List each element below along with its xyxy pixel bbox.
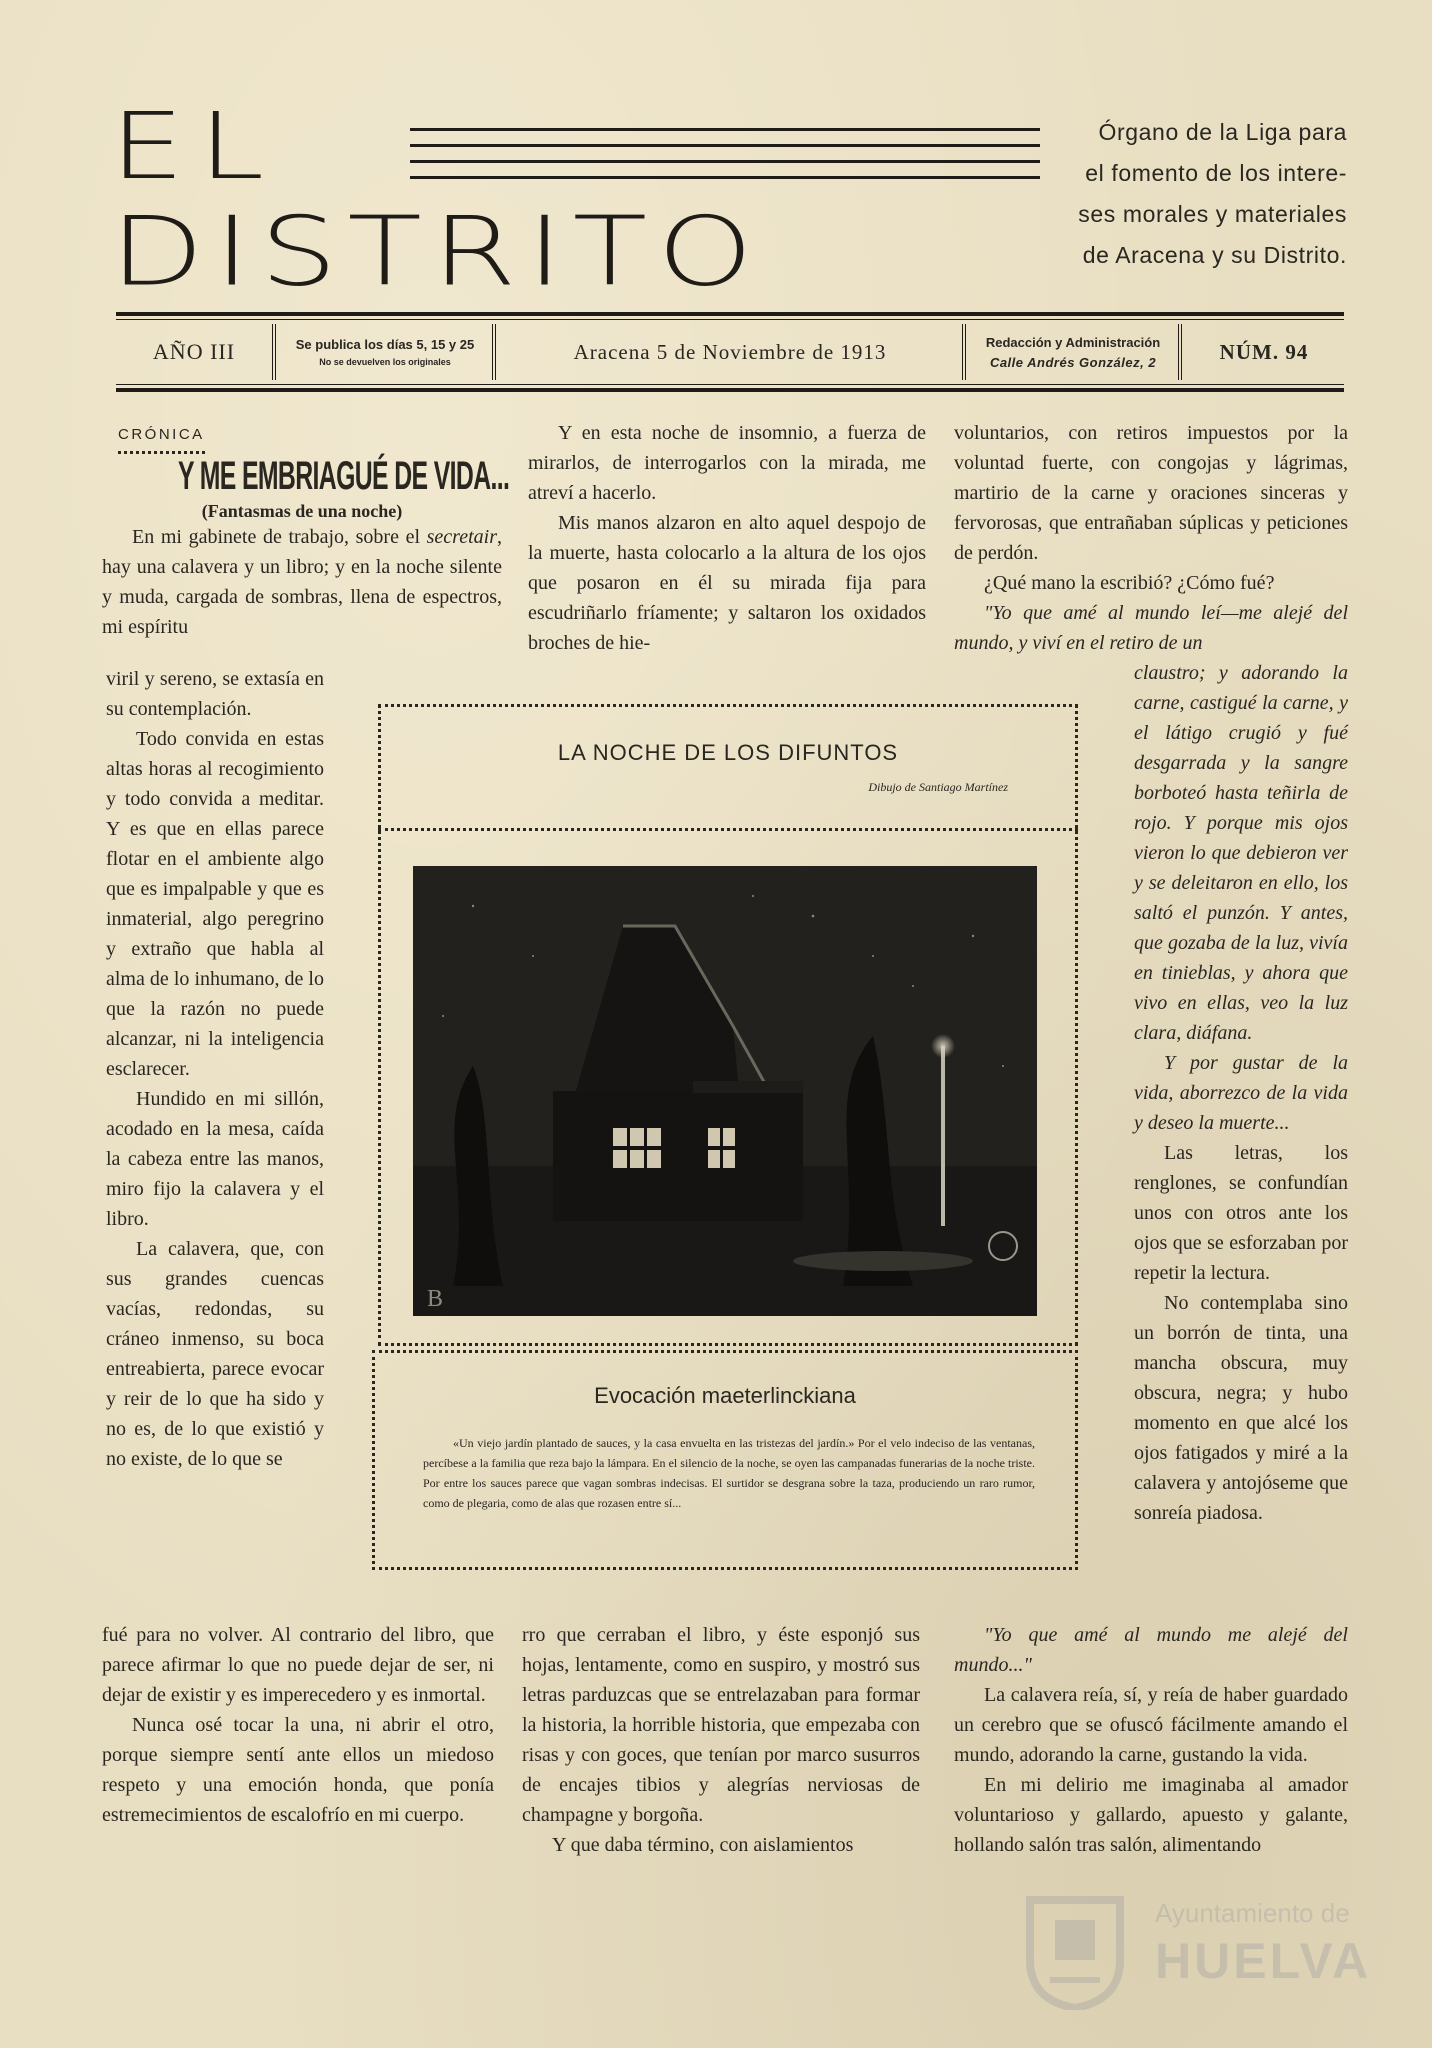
column-3-narrow xyxy=(1134,658,1348,1528)
subtitle-line: ses morales y materiales xyxy=(1078,201,1347,227)
paragraph: Hundido en mi sillón, acodado en la mesa, caída la cabeza entre las manos, miro fijo la calavera y el libro. xyxy=(106,1088,324,1230)
article-subhead: (Fantasmas de una noche) xyxy=(201,501,403,521)
paragraph: claustro; y adorando la carne, castigué la carne, y el látigo crugió y fué desgarrada y la sangre borboteó hasta teñirla de rojo. Y porque mis ojos vieron lo que debieron ver y se deleitaron en ello, los saltó el punzón. Y antes, que gozaba de la luz, vivía en tinieblas, y ahora que vivo en ellas, veo la luz clara, diáfana. xyxy=(1134,662,1348,1044)
masthead-title-distrito: DISTRITO xyxy=(110,196,764,307)
caption-title: Evocación maeterlinckiana xyxy=(594,1383,856,1408)
office-label: Redacción y Administración xyxy=(985,334,1161,350)
paragraph: En mi delirio me imaginaba al amador voluntarioso y gallardo, apuesto y galante, hollando salón tras salón, alimentando xyxy=(954,1774,1348,1856)
svg-text:B: B xyxy=(427,1286,444,1312)
caption-box xyxy=(372,1350,1078,1570)
year-label: AÑO III xyxy=(152,339,236,364)
paragraph: No contemplaba sino un borrón de tinta, una mancha obscura, muy obscura, negra; y hubo momento en que alcé los ojos fatigados y miré a la calavera y antojóseme que sonreía piadosa. xyxy=(1134,1292,1348,1524)
paragraph: rro que cerraban el libro, y éste esponjó sus hojas, lentamente, como en suspiro, y mostró sus letras parduzcas que se entrelazaban para formar la historia, la horrible historia, que empezaba con risas y con goces, que tenían por marco susurros de encajes tibios y alegrías nerviosas de champagne y borgoña. xyxy=(522,1624,920,1826)
section-label: CRÓNICA xyxy=(118,420,205,454)
paragraph: En mi gabinete de trabajo, sobre el secretair, hay una calavera y un libro; y en la noche silente y muda, cargada de sombras, llena de espectros, mi espíritu xyxy=(102,526,502,638)
paragraph: Todo convida en estas altas horas al recogimiento y todo convida a meditar. Y es que en ellas parece flotar en el ambiente algo que es impalpable y que es inmaterial, algo peregrino y extraño que habla al alma de lo inhumano, de lo que la razón no puede alcanzar, ni la inteligencia esclarecer. xyxy=(106,728,324,1080)
masthead-title-el: EL xyxy=(110,92,279,200)
paragraph: viril y sereno, se extasía en su contemplación. xyxy=(106,668,324,720)
illustration-box xyxy=(378,704,1080,1348)
paragraph: ¿Qué mano la escribió? ¿Cómo fué? xyxy=(984,572,1275,594)
info-bar xyxy=(116,312,1344,392)
paragraph: voluntarios, con retiros impuestos por la voluntad fuerte, con congojas y lágrimas, martirio de la carne y oraciones sinceras y fervorosas, que entrañaban súplicas y peticiones de perdón. xyxy=(954,422,1348,564)
column-2-top xyxy=(528,418,926,658)
masthead-rules xyxy=(410,128,1040,192)
watermark-line1: Ayuntamiento de xyxy=(1155,1898,1350,1928)
subtitle-line: el fomento de los intere- xyxy=(1085,160,1347,186)
schedule-cell xyxy=(278,324,492,380)
city-crest-icon xyxy=(1020,1890,1130,2010)
paragraph: La calavera, que, con sus grandes cuencas vacías, redondas, su cráneo inmenso, su boca entreabierta, parece evocar y reir de lo que ha sido y no es, de lo que existió y no existe, de lo que se xyxy=(106,1238,324,1470)
column-2-bottom xyxy=(522,1620,920,1860)
issue-date: Aracena 5 de Noviembre de 1913 xyxy=(573,339,887,364)
caption-text xyxy=(423,1433,1035,1513)
paragraph: La calavera reía, sí, y reía de haber guardado un cerebro que se ofuscó fácilmente amando el mundo, adorando la carne, gustando la vida. xyxy=(954,1684,1348,1766)
paragraph: fué para no volver. Al contrario del libro, que parece afirmar lo que no puede dejar de ser, ni dejar de existir y es imperecedero y es inmortal. xyxy=(102,1624,494,1706)
subtitle-line: de Aracena y su Distrito. xyxy=(1082,242,1347,268)
column-1-top xyxy=(102,418,510,642)
paragraph: Y que daba término, con aislamientos xyxy=(552,1834,854,1856)
column-3-bottom xyxy=(954,1620,1348,1860)
originals-note: No se devuelven los originales xyxy=(319,357,451,367)
caption-paragraph: «Un viejo jardín plantado de sauces, y la casa envuelta en las tristezas del jardín.» Por el velo indeciso de las ventanas, percíbese a la familia que reza bajo la lámpara. En el silencio de la noche, se oyen las campanadas funerarias de la noche triste. Por entre los sauces parece que vagan sombras indecisas. El surtidor se desgrana sobre la taza, produciendo un raro rumor, como de plegaria, como de alas que rozasen entre sí... xyxy=(423,1436,1035,1510)
masthead xyxy=(110,92,1010,310)
watermark-line2: HUELVA xyxy=(1155,1933,1372,1989)
paragraph: Las letras, los renglones, se confundían unos con otros ante los ojos que se esforzaban por repetir la lectura. xyxy=(1134,1142,1348,1284)
paragraph: "Yo que amé al mundo leí—me alejé del mundo, y viví en el retiro de un xyxy=(954,602,1348,654)
paragraph: Mis manos alzaron en alto aquel despojo de la muerte, hasta colocarlo a la altura de los ojos que posaron en él su mirada fija para escudriñarlo fríamente; y saltaron los oxidados broches de hie- xyxy=(528,512,926,654)
column-3-top xyxy=(954,418,1348,658)
issue-number: NÚM. 94 xyxy=(1219,339,1309,364)
illustration-title: LA NOCHE DE LOS DIFUNTOS xyxy=(557,740,899,765)
masthead-subtitle xyxy=(1032,112,1347,276)
paragraph: Y en esta noche de insomnio, a fuerza de mirarlos, de interrogarlos con la mirada, me atreví a hacerlo. xyxy=(528,422,926,504)
watermark xyxy=(1020,1890,1372,2010)
office-address: Calle Andrés González, 2 xyxy=(989,354,1157,370)
subtitle-line: Órgano de la Liga para xyxy=(1098,119,1347,145)
paragraph: Nunca osé tocar la una, ni abrir el otro, porque siempre sentí ante ellos un miedoso respeto y una emoción honda, que ponía estremecimientos de escalofrío en mi cuerpo. xyxy=(102,1714,494,1826)
paragraph: Y por gustar de la vida, aborrezco de la vida y deseo la muerte... xyxy=(1134,1052,1348,1134)
office-cell xyxy=(968,324,1178,380)
night-house-illustration xyxy=(413,866,1037,1316)
column-1-narrow xyxy=(106,664,324,1474)
column-1-bottom xyxy=(102,1620,494,1830)
illustration-credit: Dibujo de Santiago Martínez xyxy=(868,780,1008,794)
schedule-text: Se publica los días 5, 15 y 25 xyxy=(295,337,475,352)
paragraph: "Yo que amé al mundo me alejé del mundo..." xyxy=(954,1624,1348,1676)
article-headline: Y ME EMBRIAGUÉ DE VIDA... xyxy=(178,454,510,498)
